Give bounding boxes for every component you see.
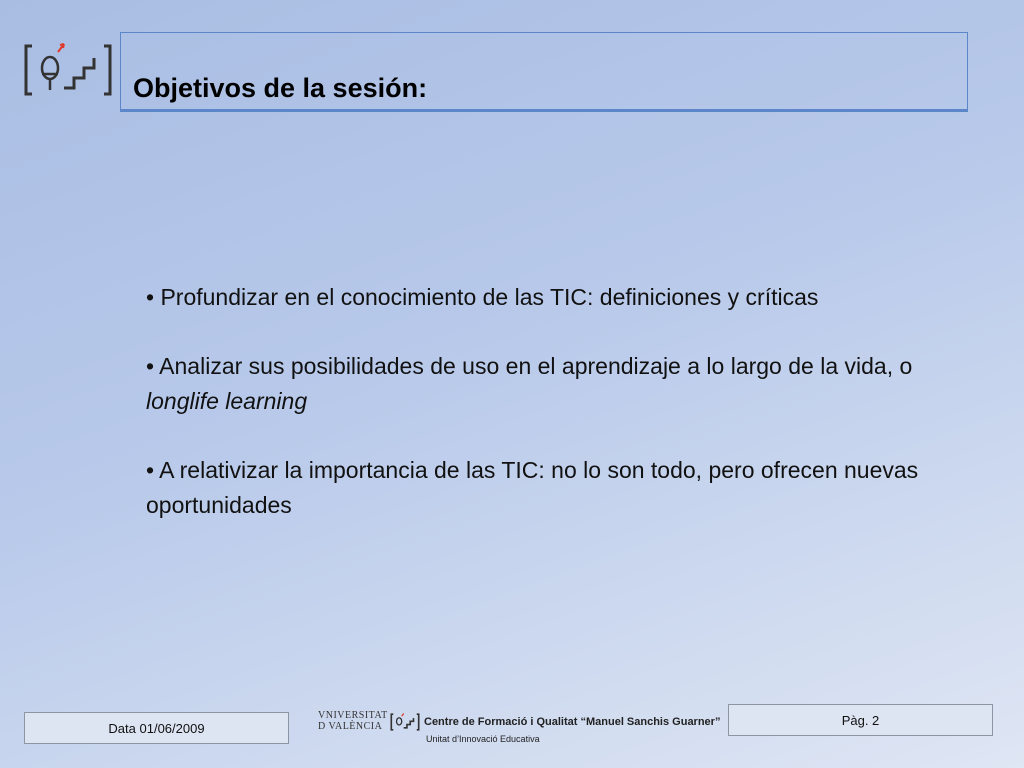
bullet-item (146, 349, 946, 419)
footer-date: Data 01/06/2009 (108, 720, 205, 736)
bullet-list (146, 280, 946, 557)
footer-date-box (24, 712, 289, 744)
footer-institution (318, 708, 721, 748)
centre-name: Centre de Formació i Qualitat “Manuel Sanchis Guarner” (424, 716, 721, 728)
footer-page-box (728, 704, 993, 736)
bullet-text: • Profundizar en el conocimiento de las TIC: definiciones y críticas (146, 284, 819, 310)
bullet-italic-text: longlife learning (146, 388, 308, 414)
bullet-item (146, 453, 946, 523)
page-number: Pàg. 2 (841, 712, 880, 728)
bullet-text: • Analizar sus posibilidades de uso en el aprendizaje a lo largo de la vida, o (146, 353, 913, 379)
bullet-item (146, 280, 946, 315)
unit-name: Unitat d’Innovació Educativa (426, 734, 540, 744)
university-logo-text: VNIVERSITAT D VALÈNCIA (318, 710, 388, 732)
centre-formacio-logo-icon (22, 38, 114, 102)
slide-title: Objetivos de la sesión: (133, 73, 428, 103)
centre-formacio-logo-icon (390, 710, 420, 734)
title-frame (120, 32, 968, 112)
bullet-text: • A relativizar la importancia de las TIC: no lo son todo, pero ofrecen nuevas oportunidades (146, 457, 919, 518)
